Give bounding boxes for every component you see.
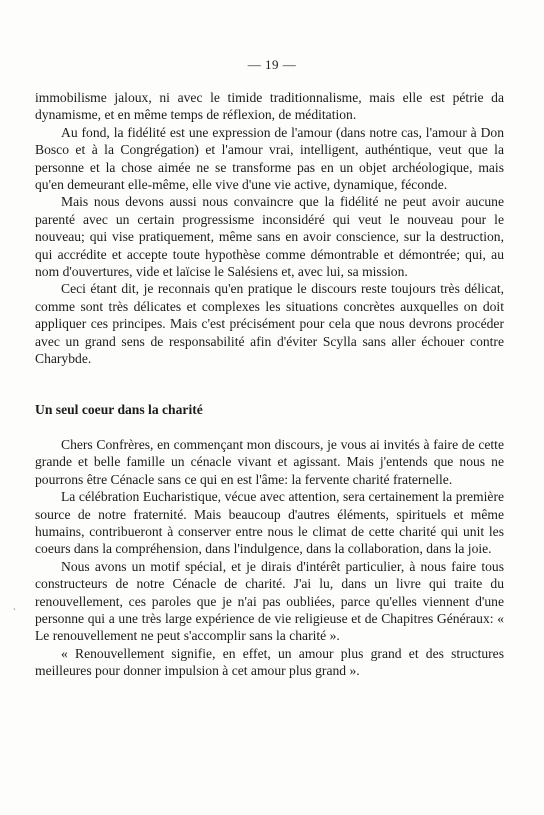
paragraph-fidelite-amour: Au fond, la fidélité est une expression de l'amour (dans notre cas, l'amour à Don Bosco et à la Congrégation) et l'amour vrai, intelligent, authéntique, veut que la personne et la chose aimée ne se transforme pas en un objet archéologique, mais qu'en demeurant elle-même, elle vive d'une vie active, dynamique, féconde. bbox=[35, 124, 504, 193]
paragraph-motif-special: Nous avons un motif spécial, et je dirais d'intérêt particulier, à nous faire tous constructeurs de notre Cénacle de charité. J'ai lu, dans un livre qui traite du renouvellement, ces paroles que je n'ai pas oubliées, parce qu'elles viennent d'une personne qui a une très large expérience de vie religieuse et de Chapitres Généraux: « Le renouvellement ne peut s'accomplir sans la charité ». bbox=[35, 558, 504, 644]
section-heading: Un seul coeur dans la charité bbox=[35, 401, 203, 417]
page-number: — 19 — bbox=[247, 57, 297, 72]
paragraph-chers-confreres: Chers Confrères, en commençant mon discours, je vous ai invités à faire de cette grande et belle famille un cénacle vivant et agissant. Mais j'entends que nous ne pourrons être Cénacle sans ce qui en est l'âme: la fervente charité fraternelle. bbox=[35, 436, 504, 487]
paragraph-continuation: immobilisme jaloux, ni avec le timide traditionnalisme, mais elle est pétrie da dynamisme, et en même temps de réflexion, de méditation. bbox=[35, 90, 504, 123]
paragraph-renouvellement: « Renouvellement signifie, en effet, un amour plus grand et des structures meilleures pour donner impulsion à cet amour plus grand ». bbox=[35, 645, 504, 679]
body-text bbox=[35, 89, 504, 680]
margin-mark: ˎ bbox=[13, 600, 16, 610]
paragraph-scylla-charybde: Ceci étant dit, je reconnais qu'en pratique le discours reste toujours très délicat, comme sont très délicates et complexes les situations concrètes auxquelles on doit appliquer ces principes. Mais c'est précisément pour cela que nous devrons procéder avec un grand sens de responsabilité afin d'éviter Scylla sans aller échouer contre Charybde. bbox=[35, 281, 504, 367]
paragraph-progressisme: Mais nous devons aussi nous convaincre que la fidélité ne peut avoir aucune parenté avec un certain progressisme inconsidéré qui veut le nouveau pour le nouveau; qui vise pratiquement, même sans en avoir conscience, sur la destruction, qui accrédite et accepte toute hypothèse comme démontrable et démontrée; qui, au nom d'ouvertures, vide et laïcise le Salésiens et, avec lui, sa mission. bbox=[35, 194, 504, 280]
paragraph-celebration: La célébration Eucharistique, vécue avec attention, sera certainement la première source de notre fraternité. Mais beaucoup d'autres éléments, spirituels et même humains, contribueront à conserver entre nous le climat de cette charité qui unit les coeurs dans la compréhension, dans l'indulgence, dans la collaboration, dans la joie. bbox=[35, 489, 504, 557]
